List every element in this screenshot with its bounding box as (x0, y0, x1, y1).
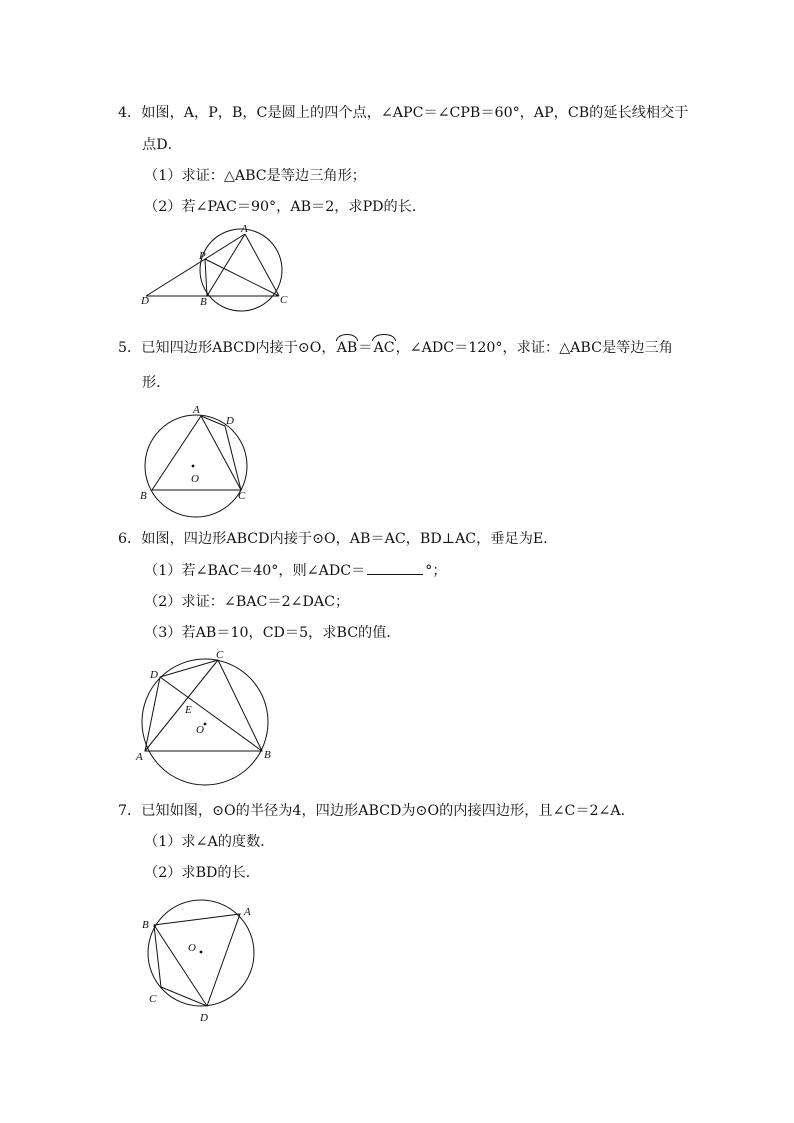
q6-part1-text: （1）若∠BAC＝40°，则∠ADC＝ (144, 563, 366, 579)
q6-label-e: E (185, 704, 192, 716)
q7-label-b: B (142, 919, 149, 931)
q4-label-p: P (199, 250, 206, 262)
q7-label-d: D (200, 1012, 208, 1024)
q5-label-d: D (226, 415, 234, 427)
q5-stem-line2: 形． (142, 375, 171, 391)
q6-label-d: D (150, 669, 158, 681)
q7-stem-line1: 7．已知如图，⊙O的半径为4，四边形ABCD为⊙O的内接四边形，且∠C＝2∠A． (118, 803, 635, 819)
q7-part2: （2）求BD的长． (144, 865, 260, 881)
q4-label-c: C (280, 294, 288, 306)
q4-part2: （2）若∠PAC＝90°，AB＝2，求PD的长． (144, 199, 427, 215)
q5-stem-post: ，∠ADC＝120°，求证：△ABC是等边三角 (395, 340, 673, 356)
q7-label-a: A (244, 906, 251, 918)
q6-label-o: O (196, 724, 204, 736)
q4-stem-line1: 4．如图，A，P，B，C是圆上的四个点，∠APC＝∠CPB＝60°，AP，CB的延长线相交于 (118, 105, 689, 121)
q4-label-a: A (241, 223, 248, 235)
q5-label-a: A (193, 404, 200, 416)
q6-stem-line1: 6．如图，四边形ABCD内接于⊙O，AB＝AC，BD⊥AC，垂足为E． (118, 531, 558, 547)
q4-part1: （1）求证：△ABC是等边三角形； (144, 168, 366, 184)
q5-arc-ac: AC (373, 340, 395, 356)
q5-label-o: O (191, 473, 199, 485)
q6-part3: （3）若AB＝10，CD＝5，求BC的值． (144, 625, 401, 641)
q5-label-c: C (238, 490, 246, 502)
q4-label-b: B (200, 296, 207, 308)
q6-label-c: C (216, 649, 224, 661)
q6-part1-unit: °； (425, 563, 447, 579)
q7-label-c: C (149, 993, 157, 1005)
q6-part2: （2）求证：∠BAC＝2∠DAC； (144, 594, 350, 610)
q4-label-d: D (141, 295, 149, 307)
q6-label-b: B (264, 749, 271, 761)
q5-stem-eq: ＝ (358, 340, 373, 356)
q6-label-a: A (136, 751, 143, 763)
q5-arc-ab: AB (336, 340, 358, 356)
q5-label-b: B (140, 490, 147, 502)
q7-part1: （1）求∠A的度数． (144, 834, 275, 850)
q5-stem-pre: 5．已知四边形ABCD内接于⊙O， (118, 340, 336, 356)
q7-label-o: O (188, 942, 196, 954)
q4-stem-line2: 点D． (142, 137, 182, 153)
